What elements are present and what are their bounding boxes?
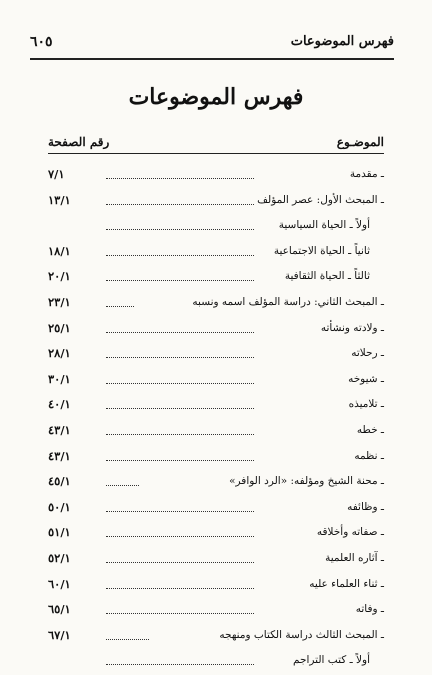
toc-entry-page: ٧/١ xyxy=(48,167,65,181)
toc-entry-title: ـ المبحث الأول: عصر المؤلف xyxy=(257,193,384,206)
toc-row xyxy=(48,317,384,343)
toc-row xyxy=(48,573,384,599)
toc-row xyxy=(48,368,384,394)
toc-row xyxy=(48,624,384,650)
toc-row xyxy=(48,547,384,573)
toc-entry-title: ـ المبحث الثاني: دراسة المؤلف اسمه ونسبه xyxy=(192,295,384,308)
toc-entry-page: ٤٣/١ xyxy=(48,448,71,463)
dot-leader xyxy=(106,255,254,256)
toc-entry-title: ـ رحلاته xyxy=(351,347,384,360)
column-header-subject: الموضـوع xyxy=(336,135,384,149)
dot-leader xyxy=(106,639,149,640)
toc-entry-title: ثالثاً ـ الحياة الثقافية xyxy=(284,270,370,283)
toc-row xyxy=(48,649,384,675)
toc-entry-page: ٦٠/١ xyxy=(48,576,71,591)
toc-row xyxy=(48,419,384,445)
toc-entry-title: أولاً ـ كتب التراجم xyxy=(292,654,370,667)
toc-entry-page: ٤٣/١ xyxy=(48,422,71,437)
dot-leader xyxy=(106,588,254,589)
header-rule xyxy=(30,58,394,60)
toc-entry-page: ٢٥/١ xyxy=(48,320,71,335)
dot-leader xyxy=(106,664,254,665)
dot-leader xyxy=(106,460,254,461)
toc-entry-page: ٢٣/١ xyxy=(48,294,71,309)
page-number: ٦٠٥ xyxy=(30,34,53,50)
toc-row xyxy=(48,393,384,419)
toc-row xyxy=(48,163,384,189)
toc-entry-page: ٦٧/١ xyxy=(48,627,71,642)
dot-leader xyxy=(106,280,254,281)
toc-entry-title: ـ نظمه xyxy=(354,449,384,462)
toc-entry-title: ـ ثناء العلماء عليه xyxy=(309,577,384,590)
toc-row xyxy=(48,291,384,317)
dot-leader xyxy=(106,562,254,563)
toc-entry-page: ٦٥/١ xyxy=(48,602,71,617)
toc-row xyxy=(48,445,384,471)
column-header-page: رقم الصفحة xyxy=(48,135,110,149)
dot-leader xyxy=(106,511,254,512)
toc-row xyxy=(48,496,384,522)
toc-row xyxy=(48,598,384,624)
toc-row xyxy=(48,214,384,240)
toc-entry-title: أولاً ـ الحياة السياسية xyxy=(278,219,370,232)
toc-entry-title: ـ المبحث الثالث دراسة الكتاب ومنهجه xyxy=(219,628,384,641)
dot-leader xyxy=(106,408,254,409)
toc-entry-page: ٥١/١ xyxy=(48,525,71,540)
toc-entry-title: ثانياً ـ الحياة الاجتماعية xyxy=(273,244,370,257)
toc-entry-page: ١٨/١ xyxy=(48,243,71,258)
toc-entry-page: ٢٠/١ xyxy=(48,269,71,284)
toc-row xyxy=(48,240,384,266)
toc-list xyxy=(48,163,384,675)
toc-row xyxy=(48,265,384,291)
running-header xyxy=(30,30,394,60)
page-title: فهرس الموضوعات xyxy=(128,84,304,110)
toc-entry-title: ـ صفاته وأخلاقه xyxy=(316,526,384,539)
toc-entry-page: ١٣/١ xyxy=(48,192,71,207)
dot-leader xyxy=(106,178,254,179)
toc-entry-title: ـ ولادته ونشأته xyxy=(320,321,384,334)
column-headers xyxy=(48,135,384,153)
toc-entry-title: ـ خطه xyxy=(356,423,384,436)
toc-entry-page: ٤٠/١ xyxy=(48,397,71,412)
toc-entry-title: ـ مقدمة xyxy=(349,168,384,180)
toc-entry-page: ٤٥/١ xyxy=(48,474,71,489)
toc-entry-title: ـ آثاره العلمية xyxy=(325,551,384,564)
toc-entry-title: ـ تلاميذه xyxy=(348,398,384,411)
toc-entry-page: ٥٢/١ xyxy=(48,550,71,565)
dot-leader xyxy=(106,536,254,537)
dot-leader xyxy=(106,204,254,205)
toc-row xyxy=(48,342,384,368)
toc-row xyxy=(48,470,384,496)
running-title: فهرس الموضوعات xyxy=(290,34,394,49)
toc-row xyxy=(48,521,384,547)
toc-entry-title: ـ شيوخه xyxy=(348,372,384,385)
toc-entry-title: ـ محنة الشيخ ومؤلفه: «الرد الوافر» xyxy=(229,475,384,488)
toc-entry-title: ـ وظائفه xyxy=(347,500,384,513)
toc-entry-page: ٣٠/١ xyxy=(48,371,71,386)
dot-leader xyxy=(106,306,134,307)
dot-leader xyxy=(106,434,254,435)
dot-leader xyxy=(106,229,254,230)
toc-entry-page: ٢٨/١ xyxy=(48,346,71,361)
column-header-rule xyxy=(48,153,384,154)
dot-leader xyxy=(106,485,139,486)
dot-leader xyxy=(106,357,254,358)
dot-leader xyxy=(106,613,254,614)
dot-leader xyxy=(106,332,254,333)
toc-row xyxy=(48,189,384,215)
toc-entry-page: ٥٠/١ xyxy=(48,499,71,514)
toc-entry-title: ـ وفاته xyxy=(355,603,384,616)
dot-leader xyxy=(106,383,254,384)
